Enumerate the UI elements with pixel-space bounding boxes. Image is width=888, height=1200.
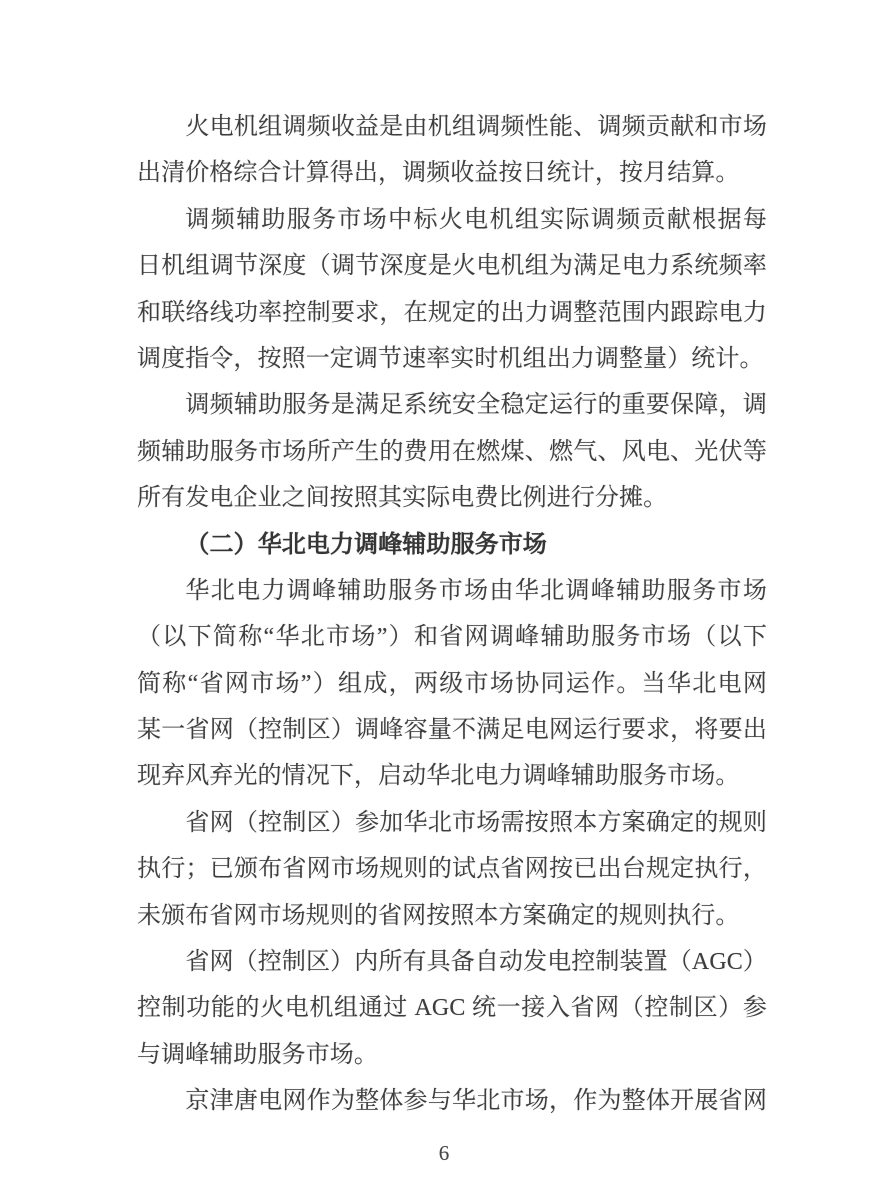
text-line: 出清价格综合计算得出，调频收益按日统计，按月结算。 xyxy=(137,160,740,187)
text-line: 省网（控制区）内所有具备自动发电控制装置（AGC） xyxy=(185,949,767,976)
text-line: 未颁布省网市场规则的省网按照本方案确定的规则执行。 xyxy=(137,902,740,929)
text-line: 火电机组调频收益是由机组调频性能、调频贡献和市场 xyxy=(185,114,767,140)
text-line: 调频辅助服务是满足系统安全稳定运行的重要保障，调 xyxy=(185,392,767,419)
text-line: 控制功能的火电机组通过 AGC 统一接入省网（控制区）参 xyxy=(137,995,767,1022)
text-line: 所有发电企业之间按照其实际电费比例进行分摊。 xyxy=(137,485,668,512)
text-block xyxy=(137,104,767,1125)
text-line: （以下简称“华北市场”）和省网调峰辅助服务市场（以下 xyxy=(137,624,767,651)
text-line: 与调峰辅助服务市场。 xyxy=(137,1041,378,1068)
text-line: 华北电力调峰辅助服务市场由华北调峰辅助服务市场 xyxy=(185,577,767,604)
text-line: 调频辅助服务市场中标火电机组实际调频贡献根据每 xyxy=(185,206,767,233)
text-line: 某一省网（控制区）调峰容量不满足电网运行要求，将要出 xyxy=(137,717,767,744)
text-line: 京津唐电网作为整体参与华北市场，作为整体开展省网 xyxy=(185,1088,767,1115)
text-line: 日机组调节深度（调节深度是火电机组为满足电力系统频率 xyxy=(137,253,767,280)
page-number: 6 xyxy=(438,1141,450,1165)
text-line: 频辅助服务市场所产生的费用在燃煤、燃气、风电、光伏等 xyxy=(137,438,767,465)
section-heading: （二）华北电力调峰辅助服务市场 xyxy=(185,531,547,558)
text-line: 调度指令，按照一定调节速率实时机组出力调整量）统计。 xyxy=(137,345,764,372)
text-line: 省网（控制区）参加华北市场需按照本方案确定的规则 xyxy=(185,809,767,836)
text-line: 简称“省网市场”）组成，两级市场协同运作。当华北电网 xyxy=(137,670,767,697)
text-line: 和联络线功率控制要求，在规定的出力调整范围内跟踪电力 xyxy=(137,299,767,326)
text-line: 执行；已颁布省网市场规则的试点省网按已出台规定执行， xyxy=(137,856,767,883)
text-line: 现弃风弃光的情况下，启动华北电力调峰辅助服务市场。 xyxy=(137,763,740,790)
